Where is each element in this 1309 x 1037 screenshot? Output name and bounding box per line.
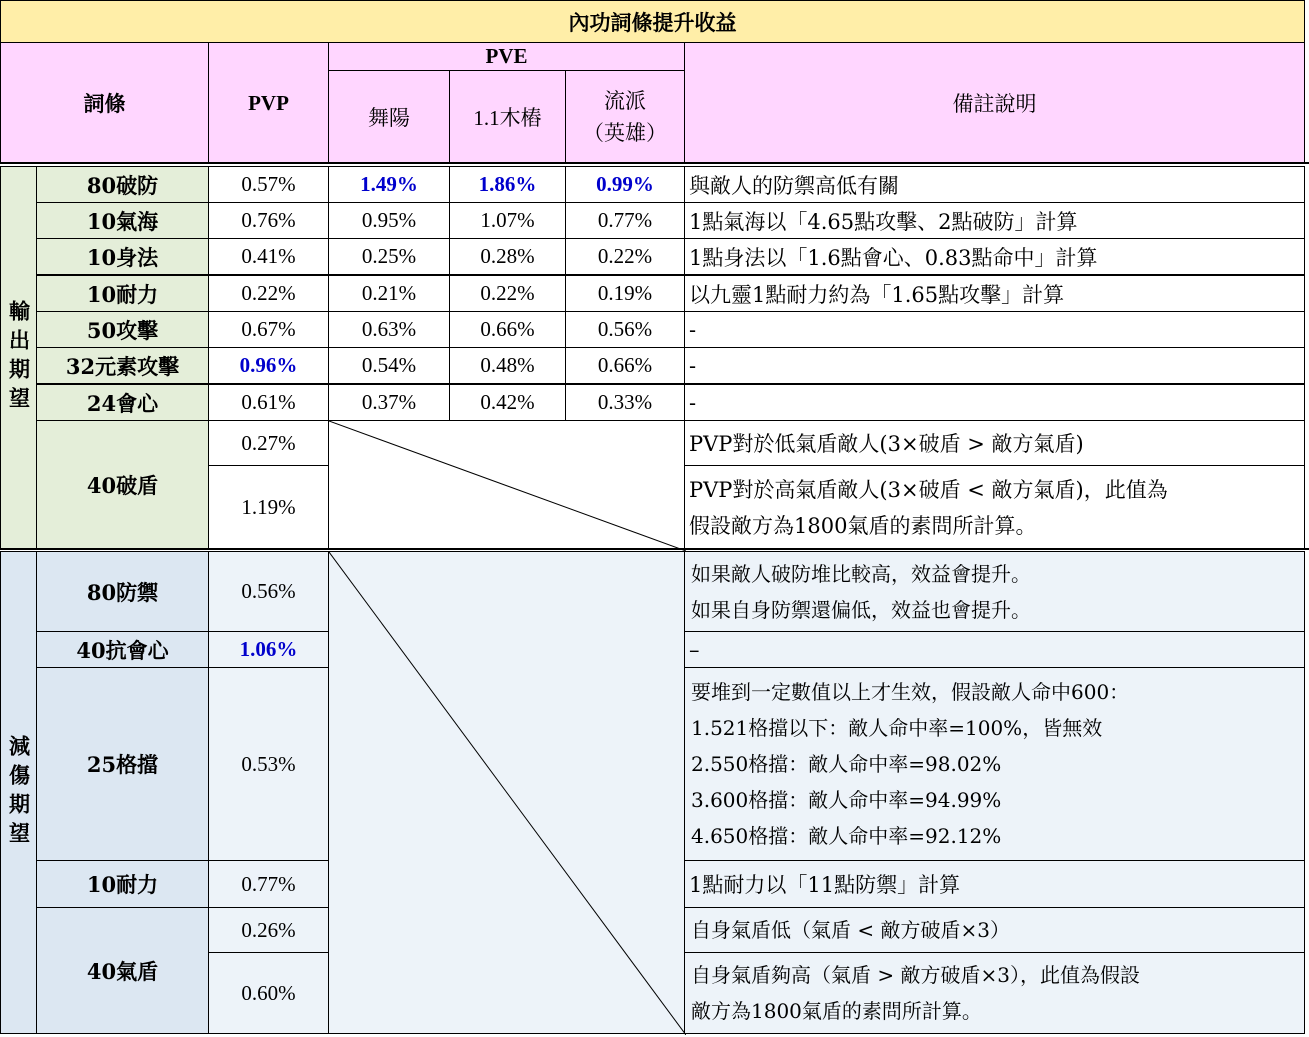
diagonal-line bbox=[329, 552, 686, 1035]
row-pve-wuyang: 0.25% bbox=[328, 238, 450, 275]
row-qidun-pvp-low: 0.26% bbox=[208, 907, 329, 953]
table-title: 內功詞條提升收益 bbox=[0, 0, 1305, 43]
row-pojun-note-high-line2: 假設敵方為1800氣盾的素問所計算。 bbox=[689, 513, 1037, 538]
row-fangyu-name: 80防禦 bbox=[36, 551, 209, 632]
row-note: 1點氣海以「4.65點攻擊、2點破防」計算 bbox=[684, 202, 1305, 239]
row-pve-muzhuang: 1.07% bbox=[449, 202, 566, 239]
row-pve-liupai: 0.99% bbox=[565, 166, 685, 203]
row-fangyu-pvp: 0.56% bbox=[208, 551, 329, 632]
row-pojun-note-low: PVP對於低氣盾敵人(3×破盾 > 敵方氣盾) bbox=[684, 420, 1305, 466]
row-name: 10耐力 bbox=[36, 275, 209, 312]
header-pve-muzhuang: 1.1木樁 bbox=[449, 70, 566, 164]
row-pve-muzhuang: 0.42% bbox=[449, 384, 566, 421]
row-qidun-note-high bbox=[684, 952, 1305, 1034]
group-separator bbox=[0, 548, 1309, 550]
row-gedang-note-line3: 2.550格擋：敵人命中率=98.02% bbox=[691, 752, 1002, 776]
row-naili-def-name: 10耐力 bbox=[36, 860, 209, 908]
row-qidun-note-high-line2: 敵方為1800氣盾的素問所計算。 bbox=[691, 999, 982, 1023]
row-gedang-note bbox=[684, 667, 1305, 861]
row-pvp: 0.76% bbox=[208, 202, 329, 239]
header-entry: 詞條 bbox=[0, 42, 209, 164]
row-pvp: 0.67% bbox=[208, 311, 329, 348]
row-note: 與敵人的防禦高低有關 bbox=[684, 166, 1305, 203]
header-pve-wuyang: 舞陽 bbox=[328, 70, 450, 164]
row-qidun-name: 40氣盾 bbox=[36, 907, 209, 1034]
row-pvp: 0.22% bbox=[208, 275, 329, 312]
row-pojun-name: 40破盾 bbox=[36, 420, 209, 550]
row-pve-muzhuang: 0.66% bbox=[449, 311, 566, 348]
group-defense-label: 減傷期望 bbox=[0, 551, 37, 1034]
row-gedang-name: 25格擋 bbox=[36, 667, 209, 861]
row-pve-liupai: 0.22% bbox=[565, 238, 685, 275]
row-pve-muzhuang: 0.22% bbox=[449, 275, 566, 312]
row-qidun-note-high-line1: 自身氣盾夠高（氣盾 > 敵方破盾×3），此值為假設 bbox=[691, 963, 1140, 987]
row-name: 50攻擊 bbox=[36, 311, 209, 348]
row-pve-liupai: 0.33% bbox=[565, 384, 685, 421]
row-pve-wuyang: 0.95% bbox=[328, 202, 450, 239]
row-name: 80破防 bbox=[36, 166, 209, 203]
row-fangyu-note bbox=[684, 551, 1305, 632]
row-pve-liupai: 0.56% bbox=[565, 311, 685, 348]
row-pvp: 0.41% bbox=[208, 238, 329, 275]
row-pve-liupai: 0.66% bbox=[565, 347, 685, 384]
row-kanghui-pvp: 1.06% bbox=[208, 631, 329, 668]
row-name: 32元素攻擊 bbox=[36, 347, 209, 384]
header-notes: 備註說明 bbox=[684, 42, 1305, 164]
row-qidun-note-low: 自身氣盾低（氣盾 < 敵方破盾×3） bbox=[684, 907, 1305, 953]
header-pve: PVE bbox=[328, 42, 685, 71]
row-gedang-note-line4: 3.600格擋：敵人命中率=94.99% bbox=[691, 788, 1002, 812]
row-name: 10氣海 bbox=[36, 202, 209, 239]
row-naili-def-pvp: 0.77% bbox=[208, 860, 329, 908]
row-gedang-note-line5: 4.650格擋：敵人命中率=92.12% bbox=[691, 824, 1002, 848]
group-output-label: 輸出期望 bbox=[0, 166, 37, 550]
row-pve-wuyang: 1.49% bbox=[328, 166, 450, 203]
row-note: - bbox=[684, 384, 1305, 421]
defense-pve-empty bbox=[328, 551, 685, 1034]
row-pojun-pvp-high: 1.19% bbox=[208, 465, 329, 550]
row-kanghui-note: – bbox=[684, 631, 1305, 668]
row-pojun-pve-empty bbox=[328, 420, 685, 550]
row-qidun-pvp-high: 0.60% bbox=[208, 952, 329, 1034]
row-pvp: 0.57% bbox=[208, 166, 329, 203]
row-note: - bbox=[684, 347, 1305, 384]
row-pojun-note-high-line1: PVP對於高氣盾敵人(3×破盾 < 敵方氣盾)，此值為 bbox=[689, 477, 1168, 502]
row-gedang-pvp: 0.53% bbox=[208, 667, 329, 861]
row-note: 以九靈1點耐力約為「1.65點攻擊」計算 bbox=[684, 275, 1305, 312]
row-pve-wuyang: 0.63% bbox=[328, 311, 450, 348]
row-fangyu-note-line1: 如果敵人破防堆比較高，效益會提升。 bbox=[691, 561, 1031, 586]
row-fangyu-note-line2: 如果自身防禦還偏低，效益也會提升。 bbox=[691, 597, 1031, 622]
row-pvp: 0.61% bbox=[208, 384, 329, 421]
row-pojun-pvp-low: 0.27% bbox=[208, 420, 329, 466]
row-pve-wuyang: 0.54% bbox=[328, 347, 450, 384]
row-kanghui-name: 40抗會心 bbox=[36, 631, 209, 668]
row-name: 10身法 bbox=[36, 238, 209, 275]
row-note: - bbox=[684, 311, 1305, 348]
row-pve-wuyang: 0.37% bbox=[328, 384, 450, 421]
row-naili-def-note: 1點耐力以「11點防禦」計算 bbox=[684, 860, 1305, 908]
header-pve-liupai: 流派 （英雄） bbox=[565, 70, 685, 164]
row-pve-muzhuang: 1.86% bbox=[449, 166, 566, 203]
header-separator bbox=[0, 162, 1309, 164]
row-pvp: 0.96% bbox=[208, 347, 329, 384]
row-pve-liupai: 0.77% bbox=[565, 202, 685, 239]
row-gedang-note-line2: 1.521格擋以下：敵人命中率=100%，皆無效 bbox=[691, 716, 1103, 740]
row-pve-muzhuang: 0.48% bbox=[449, 347, 566, 384]
row-pve-muzhuang: 0.28% bbox=[449, 238, 566, 275]
row-pojun-note-high bbox=[684, 465, 1305, 550]
row-note: 1點身法以「1.6點會心、0.83點命中」計算 bbox=[684, 238, 1305, 275]
row-name: 24會心 bbox=[36, 384, 209, 421]
header-pvp: PVP bbox=[208, 42, 329, 164]
row-pve-wuyang: 0.21% bbox=[328, 275, 450, 312]
row-pve-liupai: 0.19% bbox=[565, 275, 685, 312]
row-gedang-note-line1: 要堆到一定數值以上才生效，假設敵人命中600： bbox=[691, 680, 1130, 704]
diagonal-line bbox=[329, 421, 686, 551]
